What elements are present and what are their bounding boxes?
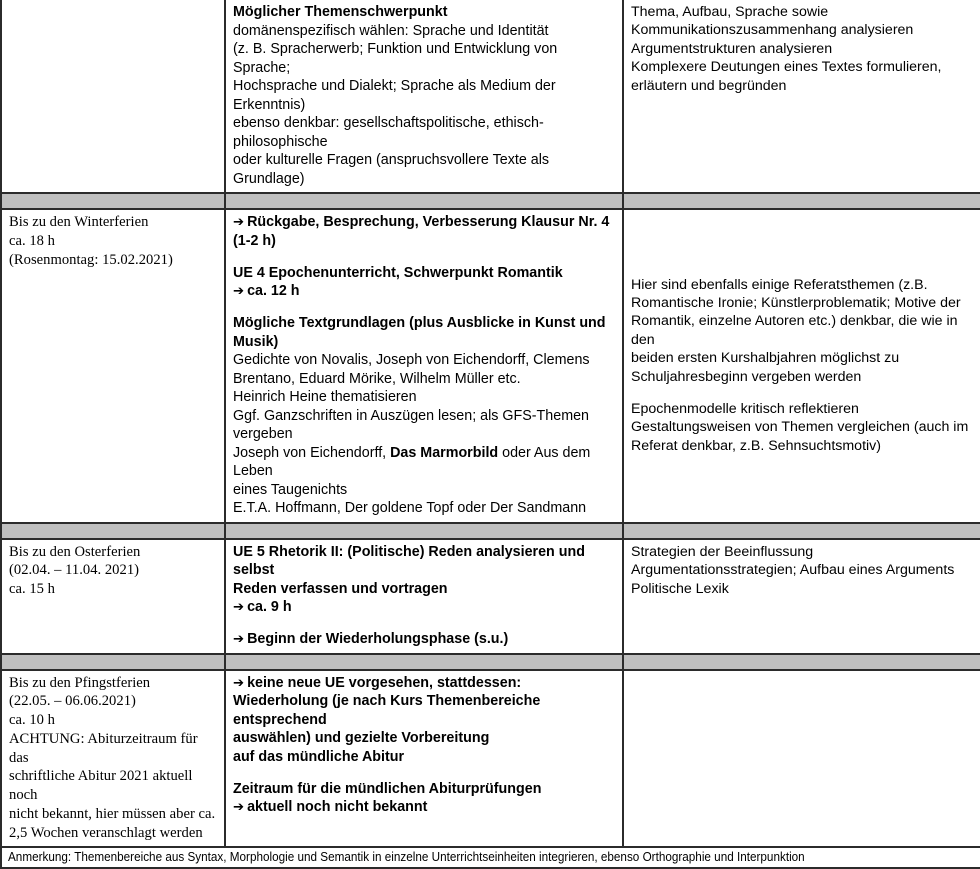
arrow-icon: ➔: [233, 632, 245, 648]
content-line: Wiederholung (je nach Kurs Themenbereiche entsprechend: [233, 693, 545, 728]
table-body: [1, 0, 980, 868]
content-line-text: Beginn der Wiederholungsphase (s.u.): [247, 631, 509, 648]
blank-line: [233, 617, 616, 631]
period-line: schriftliche Abitur 2021 aktuell noch: [9, 768, 197, 804]
arrow-icon: ➔: [233, 600, 245, 616]
competency-line: Thema, Aufbau, Sprache sowie: [631, 4, 829, 20]
period-line: (22.05. – 06.06.2021): [9, 693, 136, 710]
content-line: [233, 674, 616, 693]
separator-segment: [1, 654, 225, 670]
content-line: oder kulturelle Fragen (anspruchsvollere Texte als Grundlage): [233, 152, 554, 187]
competency-line: Hier sind ebenfalls einige Referatsthemen (z.B.: [631, 276, 928, 293]
competencies-text: [631, 276, 974, 456]
period-line: Bis zu den Osterferien: [9, 543, 141, 560]
row-separator: [1, 654, 980, 670]
period-line: Bis zu den Winterferien: [9, 214, 149, 230]
table-row: [1, 670, 980, 848]
content-line: domänenspezifisch wählen: Sprache und Identität: [233, 22, 549, 39]
content-line: [233, 598, 616, 617]
competencies-cell: [623, 539, 980, 654]
blank-line: [233, 301, 616, 315]
competency-line: Argumentationsstrategien; Aufbau eines Arguments: [631, 562, 955, 579]
content-line: Heinrich Heine thematisieren: [233, 389, 417, 406]
arrow-icon: ➔: [233, 284, 245, 300]
content-line-text: Rückgabe, Besprechung, Verbesserung Klausur Nr. 4 (1-2 h): [233, 214, 614, 249]
content-cell: [225, 670, 623, 848]
content-line-text: keine neue UE vorgesehen, stattdessen:: [247, 674, 522, 691]
period-line: ca. 15 h: [9, 581, 55, 598]
period-line: ca. 18 h: [9, 232, 55, 249]
content-cell: [225, 539, 623, 654]
competencies-cell: [623, 0, 980, 193]
content-line: Zeitraum für die mündlichen Abiturprüfungen: [233, 780, 542, 797]
content-line: Brentano, Eduard Mörike, Wilhelm Müller etc.: [233, 370, 521, 387]
competency-line: Komplexere Deutungen eines Textes formulieren,: [631, 59, 942, 76]
content-line: Ggf. Ganzschriften in Auszügen lesen; als GFS-Themen vergeben: [233, 407, 593, 443]
period-text: [9, 543, 218, 599]
blank-line: [233, 250, 616, 264]
separator-segment: [623, 523, 980, 539]
arrow-icon: ➔: [233, 675, 245, 691]
period-cell: [1, 670, 225, 848]
competencies-text: [631, 3, 974, 95]
competency-line: Politische Lexik: [631, 580, 729, 597]
period-cell: [1, 539, 225, 654]
content-line: [233, 630, 616, 649]
period-cell: [1, 209, 225, 523]
period-cell: [1, 0, 225, 193]
separator-segment: [225, 523, 623, 539]
period-line: 2,5 Wochen veranschlagt werden: [9, 824, 203, 841]
row-separator: [1, 523, 980, 539]
competency-line: Schuljahresbeginn vergeben werden: [631, 368, 862, 385]
content-line: Möglicher Themenschwerpunkt: [233, 4, 448, 20]
footnote-row: [1, 847, 980, 868]
content-line: Reden verfassen und vortragen: [233, 580, 448, 597]
content-line: [233, 282, 616, 301]
content-line: Gedichte von Novalis, Joseph von Eichendorff, Clemens: [233, 352, 590, 369]
period-line: nicht bekannt, hier müssen aber ca.: [9, 805, 216, 822]
footnote-cell: [1, 847, 980, 868]
competencies-text: [631, 543, 974, 598]
content-line-part: oder Aus dem Leben: [233, 444, 595, 480]
competency-line: erläutern und begründen: [631, 77, 787, 94]
competency-line: Argumentstrukturen analysieren: [631, 40, 833, 57]
content-line: auf das mündliche Abitur: [233, 748, 405, 765]
separator-segment: [1, 523, 225, 539]
content-line-part-emphasis: Das Marmorbild: [390, 444, 499, 461]
content-line: auswählen) und gezielte Vorbereitung: [233, 730, 490, 747]
table-row: [1, 0, 980, 193]
footnote-text: Anmerkung: Themenbereiche aus Syntax, Morphologie und Semantik in einzelne Unterrichtseinheiten integrieren, ebenso Orthographie und Interpunktion: [8, 850, 805, 865]
content-line: (z. B. Spracherwerb; Funktion und Entwicklung von Sprache;: [233, 41, 562, 76]
period-line: ca. 10 h: [9, 712, 55, 729]
competency-line: beiden ersten Kurshalbjahren möglichst zu: [631, 350, 900, 367]
separator-segment: [623, 654, 980, 670]
content-line: UE 5 Rhetorik II: (Politische) Reden analysieren und selbst: [233, 543, 589, 579]
period-line: (02.04. – 11.04. 2021): [9, 562, 140, 579]
blank-line: [631, 386, 974, 399]
period-text: [9, 674, 218, 843]
competency-line: Kommunikationszusammenhang analysieren: [631, 22, 914, 39]
separator-segment: [225, 654, 623, 670]
competency-line: Romantische Ironie; Künstlerproblematik; Motive der: [631, 295, 961, 311]
period-text: [9, 213, 218, 269]
content-text: [233, 213, 616, 518]
arrow-icon: ➔: [233, 800, 245, 816]
content-line: Mögliche Textgrundlagen (plus Ausblicke in Kunst und Musik): [233, 315, 610, 350]
competencies-cell: [623, 670, 980, 848]
content-line: ebenso denkbar: gesellschaftspolitische, ethisch-philosophische: [233, 115, 544, 150]
content-cell: [225, 0, 623, 193]
content-text: [233, 3, 616, 188]
competency-line: Gestaltungsweisen von Themen vergleichen (auch im: [631, 419, 969, 436]
table-row: [1, 539, 980, 654]
period-line: Bis zu den Pfingstferien: [9, 674, 151, 691]
competencies-cell: [623, 209, 980, 523]
content-line-text: ca. 9 h: [247, 599, 292, 616]
separator-segment: [225, 193, 623, 209]
content-line-text: aktuell noch nicht bekannt: [247, 799, 428, 816]
content-cell: [225, 209, 623, 523]
blank-line: [233, 766, 616, 780]
content-text: [233, 674, 616, 817]
arrow-icon: ➔: [233, 215, 245, 230]
content-line-part: Joseph von Eichendorff,: [233, 444, 391, 461]
content-line: Hochsprache und Dialekt; Sprache als Medium der Erkenntnis): [233, 78, 560, 113]
period-line: ACHTUNG: Abiturzeitraum für das: [9, 730, 202, 766]
separator-segment: [1, 193, 225, 209]
separator-segment: [623, 193, 980, 209]
content-line: E.T.A. Hoffmann, Der goldene Topf oder Der Sandmann: [233, 500, 587, 517]
competency-line: Epochenmodelle kritisch reflektieren: [631, 400, 859, 417]
competency-line: Referat denkbar, z.B. Sehnsuchtsmotiv): [631, 437, 881, 454]
competency-line: Strategien der Beeinflussung: [631, 543, 814, 560]
row-separator: [1, 193, 980, 209]
content-line: [233, 798, 616, 817]
period-line: (Rosenmontag: 15.02.2021): [9, 251, 173, 268]
table-row: [1, 209, 980, 523]
competency-line: Romantik, einzelne Autoren etc.) denkbar, die wie in den: [631, 313, 962, 348]
content-line: eines Taugenichts: [233, 481, 348, 498]
content-line-text: ca. 12 h: [247, 283, 300, 300]
content-line: [233, 213, 616, 250]
content-line: [233, 444, 616, 481]
content-line: UE 4 Epochenunterricht, Schwerpunkt Romantik: [233, 264, 563, 281]
